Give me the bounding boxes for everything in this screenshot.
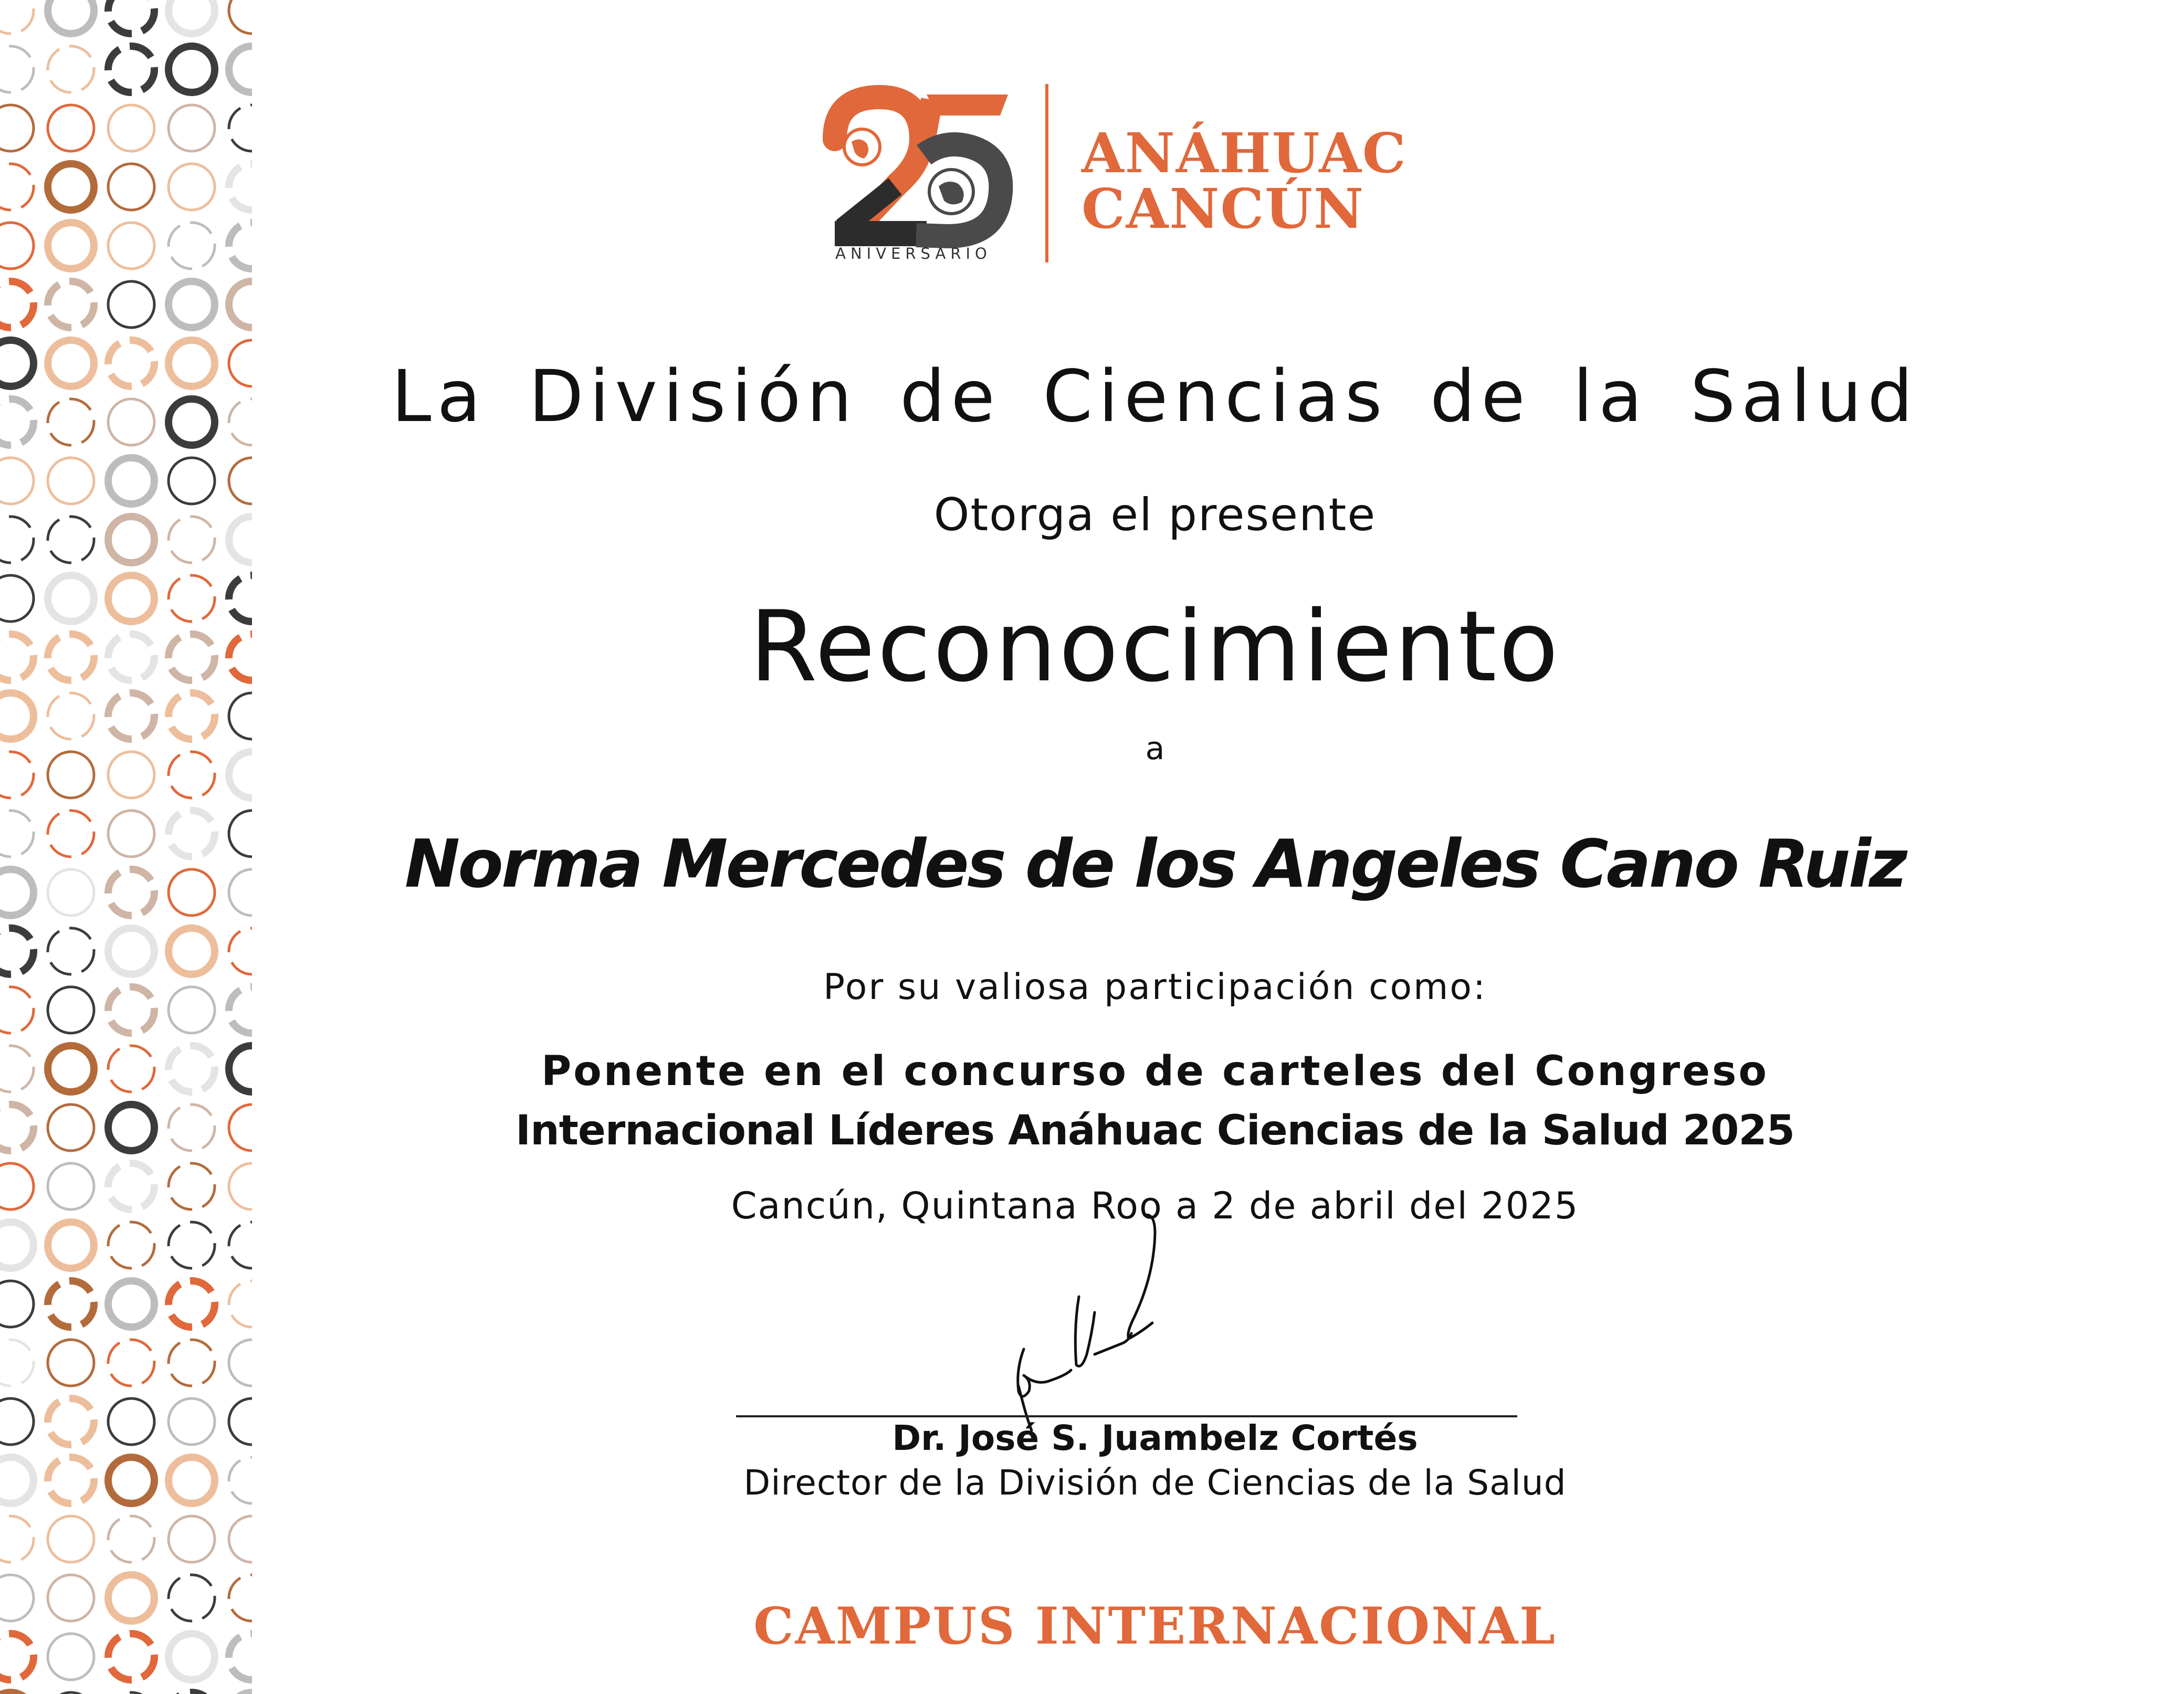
pattern-ring <box>169 1634 215 1680</box>
pattern-ring <box>108 399 154 445</box>
pattern-ring <box>0 575 34 622</box>
pattern-ring <box>0 693 34 739</box>
pattern-ring <box>229 1163 252 1209</box>
pattern-ring <box>0 458 34 504</box>
pattern-ring <box>169 0 215 34</box>
pattern-ring <box>48 575 94 622</box>
pattern-ring <box>169 1281 215 1327</box>
pattern-ring <box>169 1340 215 1386</box>
pattern-ring <box>0 1046 34 1092</box>
pattern-ring <box>108 1104 154 1151</box>
pattern-ring <box>229 281 252 328</box>
campus-footer: CAMPUS INTERNACIONAL <box>753 1596 1557 1656</box>
pattern-ring <box>0 340 34 386</box>
pattern-ring <box>108 575 154 622</box>
pattern-ring <box>108 1398 154 1445</box>
pattern-ring <box>0 1104 34 1151</box>
pattern-ring <box>229 1575 252 1621</box>
pattern-ring <box>48 164 94 210</box>
pattern-ring <box>0 1516 34 1562</box>
pattern-ring <box>108 693 154 739</box>
pattern-ring <box>169 281 215 328</box>
pattern-ring <box>229 46 252 92</box>
pattern-ring <box>169 458 215 504</box>
pattern-ring <box>169 752 215 798</box>
header-logo <box>814 79 1407 268</box>
pattern-ring <box>108 811 154 857</box>
pattern-ring <box>48 1281 94 1327</box>
pattern-ring <box>229 869 252 916</box>
pattern-ring <box>169 1516 215 1562</box>
pattern-ring <box>48 811 94 857</box>
pattern-ring <box>229 1046 252 1092</box>
pattern-ring <box>48 105 94 151</box>
pattern-ring <box>48 752 94 798</box>
pattern-ring <box>229 517 252 563</box>
pattern-ring <box>0 1575 34 1621</box>
certificate-title: Reconocimiento <box>749 590 1561 703</box>
pattern-ring <box>0 1163 34 1209</box>
pattern-ring <box>48 1398 94 1445</box>
pattern-ring <box>229 1398 252 1445</box>
pattern-ring <box>0 1340 34 1386</box>
pattern-ring <box>169 1575 215 1621</box>
pattern-ring <box>108 987 154 1033</box>
pattern-ring <box>48 340 94 386</box>
brand-name-line2: CANCÚN <box>1082 176 1365 241</box>
pattern-ring <box>0 1398 34 1445</box>
pattern-ring <box>108 0 154 34</box>
pattern-ring <box>169 811 215 857</box>
pattern-ring <box>169 1398 215 1445</box>
brand-name-line1: ANÁHUAC <box>1082 121 1407 185</box>
pattern-ring <box>169 399 215 445</box>
pattern-ring <box>229 458 252 504</box>
pattern-ring <box>229 1222 252 1268</box>
pattern-ring <box>229 1104 252 1151</box>
pattern-ring <box>169 164 215 210</box>
pattern-ring <box>108 869 154 916</box>
pattern-ring <box>169 1457 215 1503</box>
pattern-ring <box>108 223 154 269</box>
pattern-ring <box>48 458 94 504</box>
place-and-date: Cancún, Quintana Roo a 2 de abril del 2025 <box>731 1184 1579 1227</box>
pattern-ring <box>0 517 34 563</box>
pattern-ring <box>48 1634 94 1680</box>
pattern-ring <box>108 752 154 798</box>
reason-line-2: Internacional Líderes Anáhuac Ciencias de la Salud 2025 <box>516 1107 1794 1155</box>
pattern-ring <box>108 1222 154 1268</box>
pattern-ring <box>229 1281 252 1327</box>
pattern-ring <box>0 634 34 680</box>
pattern-ring <box>0 869 34 916</box>
pattern-ring <box>169 105 215 151</box>
pattern-ring <box>0 281 34 328</box>
pattern-ring <box>48 46 94 92</box>
pattern-ring <box>108 634 154 680</box>
signatory-position: Director de la División de Ciencias de la Salud <box>743 1462 1567 1503</box>
pattern-ring <box>108 1281 154 1327</box>
pattern-ring <box>0 223 34 269</box>
pattern-ring <box>0 987 34 1033</box>
reason-text <box>368 1042 1942 1161</box>
pattern-ring <box>229 1340 252 1386</box>
pattern-ring <box>169 1046 215 1092</box>
pattern-ring <box>48 1575 94 1621</box>
anniversary-label: ANIVERSARIO <box>835 245 992 262</box>
pattern-ring <box>108 1516 154 1562</box>
pattern-ring <box>48 634 94 680</box>
pattern-ring <box>169 987 215 1033</box>
pattern-ring <box>0 0 34 34</box>
pattern-ring <box>0 811 34 857</box>
pattern-ring <box>169 1222 215 1268</box>
pattern-ring <box>48 399 94 445</box>
pattern-ring <box>0 1457 34 1503</box>
pattern-ring <box>108 1575 154 1621</box>
pattern-ring <box>108 105 154 151</box>
pattern-ring <box>229 634 252 680</box>
reason-line-1: Ponente en el concurso de carteles del Congreso <box>541 1048 1769 1095</box>
pattern-ring <box>229 105 252 151</box>
pattern-ring <box>108 164 154 210</box>
pattern-ring <box>169 869 215 916</box>
logo-divider <box>1045 84 1048 262</box>
pattern-ring <box>108 1457 154 1503</box>
pattern-ring <box>169 634 215 680</box>
signatory-name: Dr. José S. Juambelz Cortés <box>892 1418 1418 1458</box>
pattern-ring <box>229 0 252 34</box>
pattern-ring <box>48 869 94 916</box>
pattern-ring <box>108 340 154 386</box>
pattern-ring <box>169 575 215 622</box>
pattern-ring <box>0 46 34 92</box>
recipient-name: Norma Mercedes de los Angeles Cano Ruiz <box>404 825 1906 902</box>
pattern-ring <box>169 517 215 563</box>
pattern-ring <box>0 1634 34 1680</box>
pattern-ring <box>48 1046 94 1092</box>
pattern-ring <box>108 458 154 504</box>
pattern-ring <box>48 223 94 269</box>
pattern-ring <box>169 928 215 974</box>
pattern-ring <box>48 1340 94 1386</box>
pattern-ring <box>108 1046 154 1092</box>
decorative-ring-pattern <box>0 0 252 1694</box>
pattern-ring <box>48 693 94 739</box>
pattern-ring <box>229 1457 252 1503</box>
pattern-ring <box>169 693 215 739</box>
pattern-ring <box>108 281 154 328</box>
pattern-ring <box>229 340 252 386</box>
pattern-ring <box>169 1163 215 1209</box>
pattern-ring <box>108 1340 154 1386</box>
pattern-ring <box>229 575 252 622</box>
pattern-ring <box>229 399 252 445</box>
pattern-ring <box>229 1516 252 1562</box>
pattern-ring <box>229 928 252 974</box>
pattern-ring <box>229 223 252 269</box>
pattern-ring <box>48 928 94 974</box>
pattern-ring <box>229 693 252 739</box>
pattern-ring <box>169 223 215 269</box>
pattern-ring <box>0 1222 34 1268</box>
pattern-ring <box>0 105 34 151</box>
pattern-ring <box>48 517 94 563</box>
issuer-heading: La División de Ciencias de la Salud <box>391 355 1919 438</box>
pattern-ring <box>108 1163 154 1209</box>
pattern-ring <box>169 340 215 386</box>
pattern-ring <box>229 164 252 210</box>
handwritten-signature <box>987 1213 1223 1433</box>
pattern-ring <box>0 399 34 445</box>
pattern-ring <box>108 46 154 92</box>
pattern-ring <box>229 1634 252 1680</box>
pattern-ring <box>48 1516 94 1562</box>
pattern-ring <box>48 987 94 1033</box>
pattern-ring <box>48 1222 94 1268</box>
pattern-ring <box>48 1163 94 1209</box>
pattern-ring <box>108 928 154 974</box>
reason-intro: Por su valiosa participación como: <box>823 966 1487 1008</box>
pattern-ring <box>169 1104 215 1151</box>
pattern-ring <box>229 987 252 1033</box>
pattern-ring <box>0 164 34 210</box>
pattern-ring <box>48 1457 94 1503</box>
pattern-ring <box>169 46 215 92</box>
anniversary-25-logo <box>814 79 1013 268</box>
pattern-ring <box>48 0 94 34</box>
pattern-ring <box>229 811 252 857</box>
pattern-ring <box>108 517 154 563</box>
grant-phrase: Otorga el presente <box>933 489 1377 541</box>
pattern-ring <box>0 928 34 974</box>
pattern-ring <box>108 1634 154 1680</box>
preposition: a <box>1145 730 1165 767</box>
pattern-ring <box>229 752 252 798</box>
pattern-ring <box>0 1281 34 1327</box>
pattern-ring <box>48 281 94 328</box>
pattern-ring <box>48 1104 94 1151</box>
pattern-ring <box>0 752 34 798</box>
